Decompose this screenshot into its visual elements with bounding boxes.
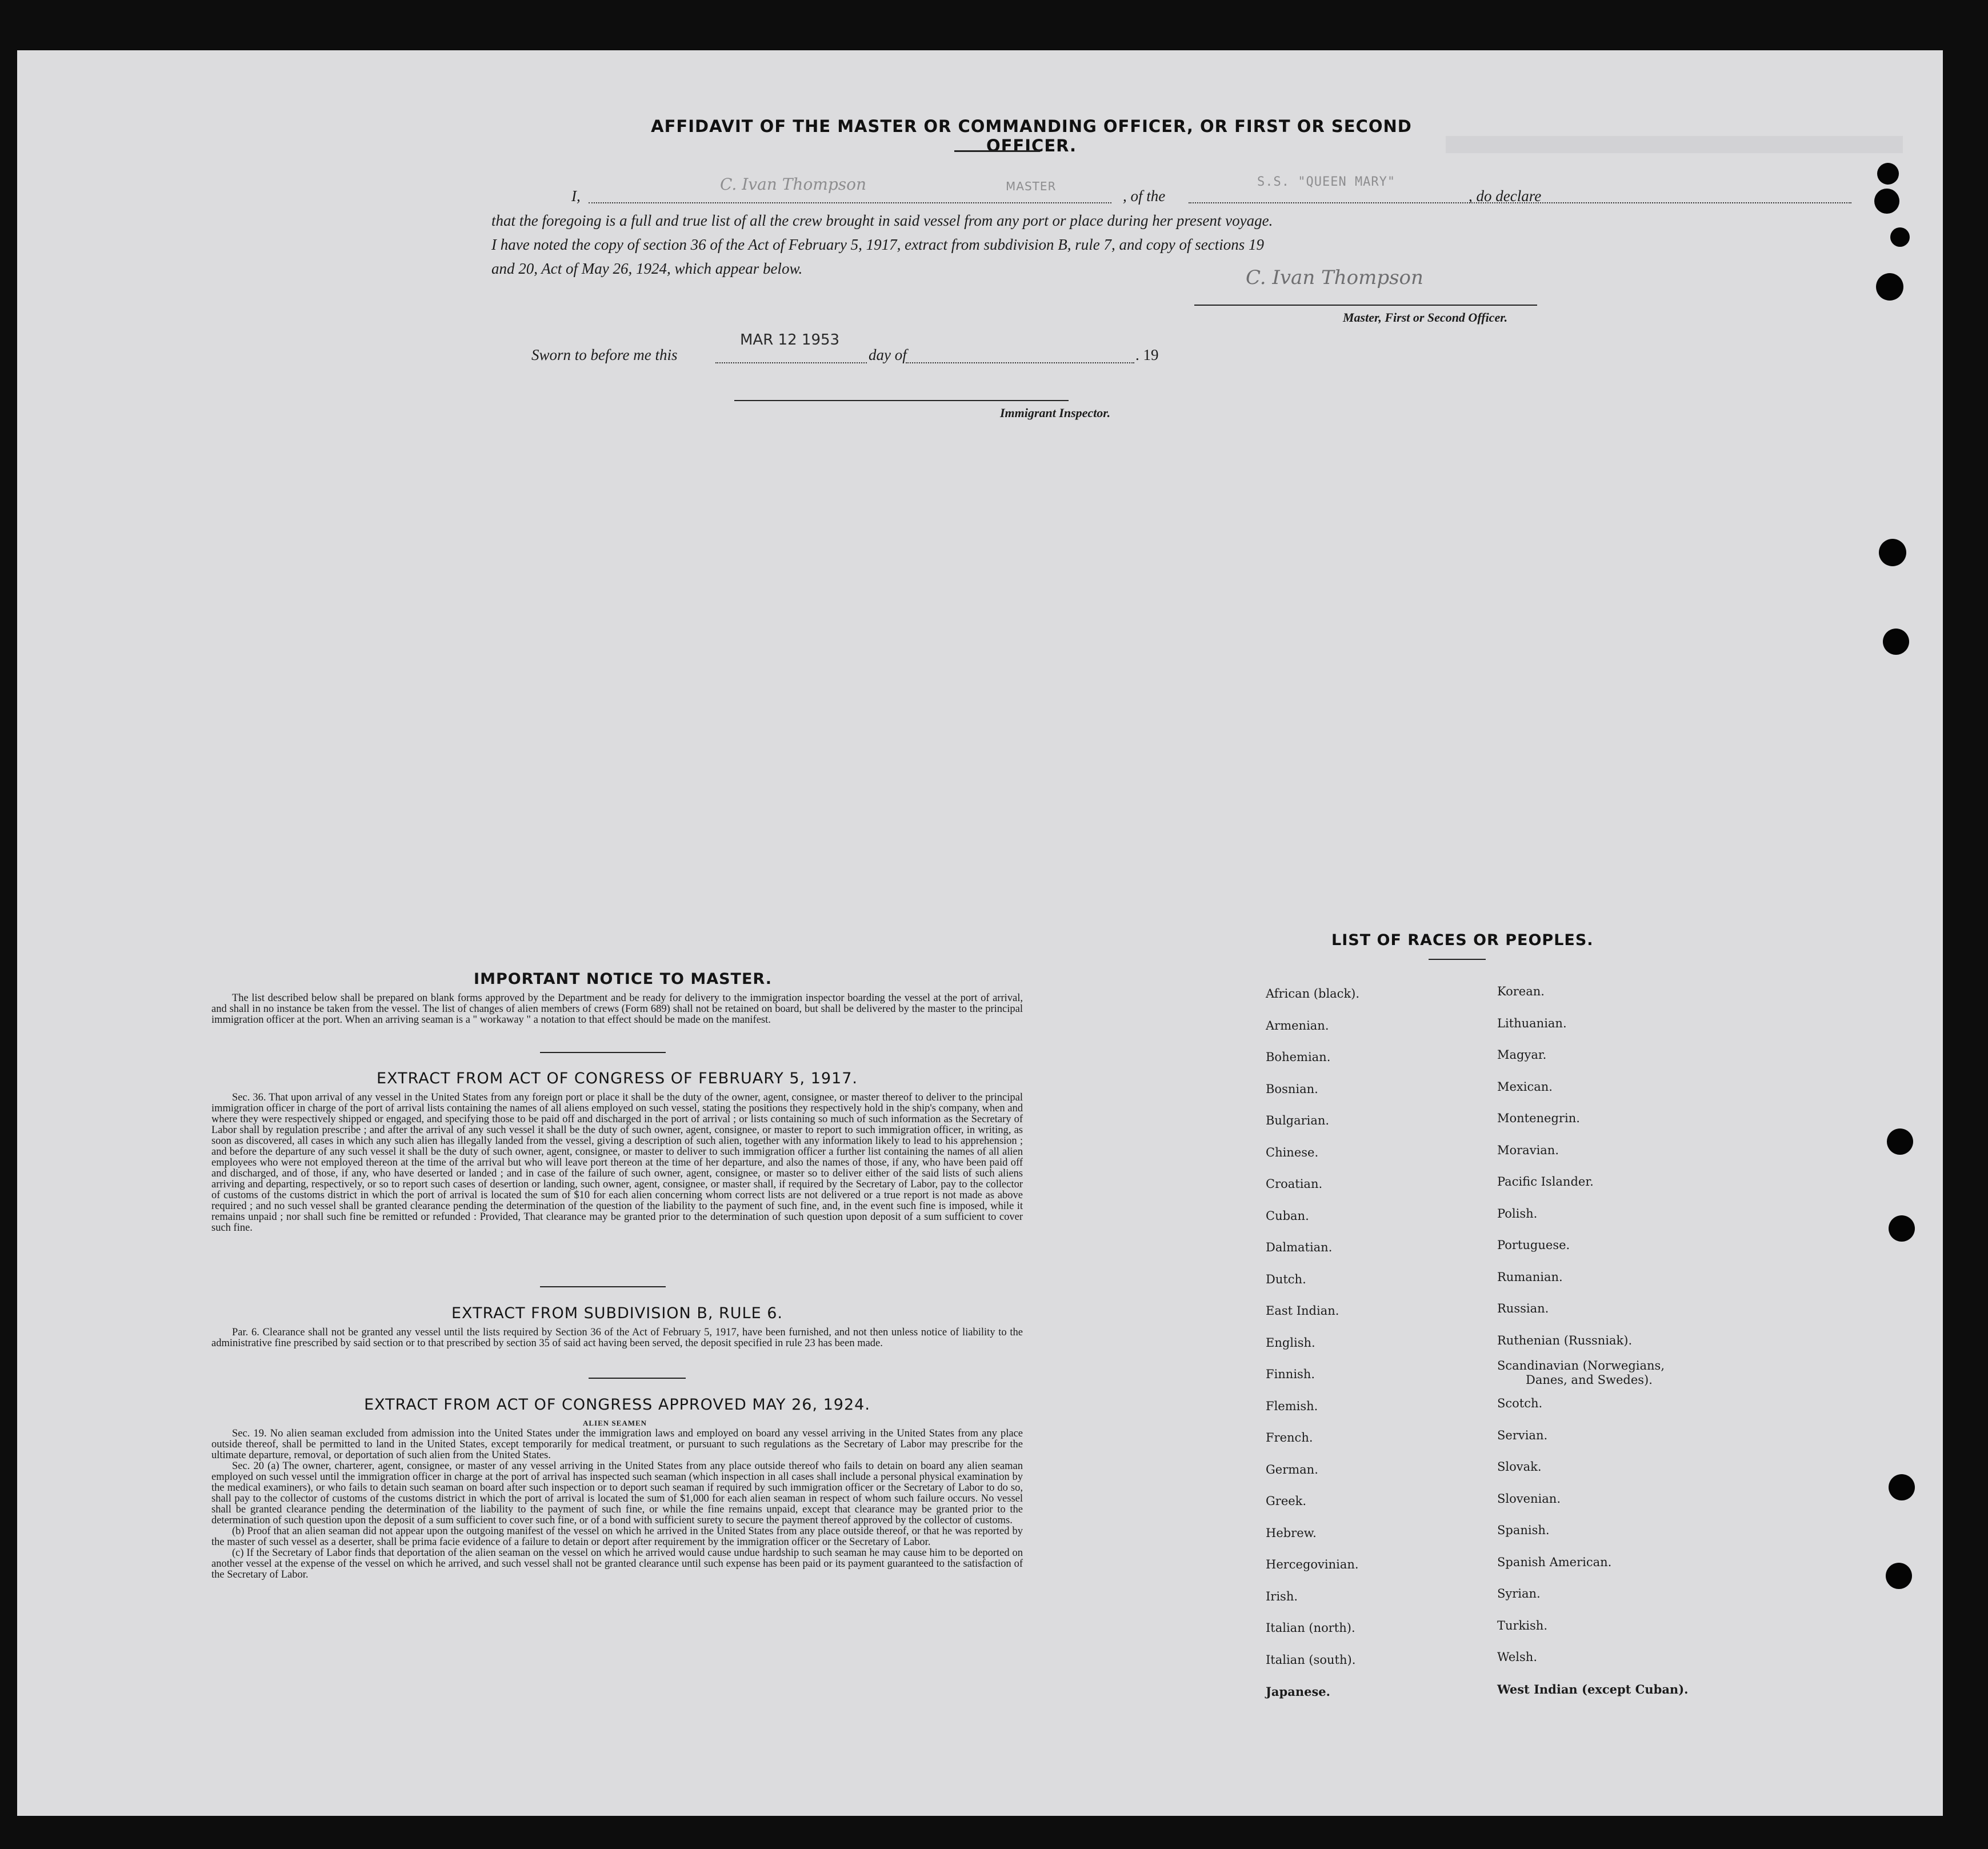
extract-1924-heading: EXTRACT FROM ACT OF CONGRESS APPROVED MAY 26, 1924.	[364, 1396, 870, 1414]
notice-text	[211, 993, 1023, 1026]
race-item: Bulgarian.	[1266, 1114, 1330, 1127]
day-of-label: day of	[869, 346, 907, 363]
master-title: MASTER	[1006, 179, 1057, 193]
do-declare-label: , do declare	[1469, 187, 1542, 205]
binder-hole	[1877, 163, 1899, 185]
race-item: Hercegovinian.	[1266, 1558, 1359, 1571]
race-item: Finnish.	[1266, 1367, 1315, 1381]
race-item: East Indian.	[1266, 1304, 1339, 1318]
race-item: Spanish American.	[1497, 1555, 1612, 1569]
extract-1924-paragraph: (c) If the Secretary of Labor finds that deportation of the alien seaman on the vessel on which he arrived would cause undue hardship to such seaman he may cause him to be deported on another vessel at the expense of the vessel on which he arrived, and such vessel shall not be granted clearance until such expense has been paid or its payment guaranteed to the satisfaction of the Secretary of Labor.	[211, 1547, 1023, 1580]
divider	[540, 1286, 666, 1287]
races-left-column	[1266, 978, 1359, 1708]
binder-hole	[1886, 1563, 1912, 1589]
binder-hole	[1889, 1474, 1915, 1500]
affidavit-line-4: and 20, Act of May 26, 1924, which appear below.	[491, 260, 803, 277]
alien-seamen-subheading: ALIEN SEAMEN	[583, 1419, 647, 1427]
extract-1924-paragraph: (b) Proof that an alien seaman did not appear upon the outgoing manifest of the vessel on which he arrived in the United States from any place outside thereof, or that he was reported by the master of such vessel as a deserter, shall be prima facie evidence of a failure to detain or deport after requirement by the immigration officer or the Secretary of Labor.	[211, 1526, 1023, 1548]
rule6-text	[211, 1327, 1023, 1349]
signature-caption: Master, First or Second Officer.	[1343, 310, 1508, 325]
races-underline	[1429, 959, 1486, 960]
race-item: Rumanian.	[1497, 1270, 1563, 1284]
race-item: French.	[1266, 1431, 1313, 1444]
year-label: . 19	[1135, 346, 1159, 363]
race-item: Hebrew.	[1266, 1526, 1317, 1540]
vessel-name: S.S. "QUEEN MARY"	[1257, 175, 1396, 189]
race-item: Syrian.	[1497, 1587, 1541, 1600]
extract-1917-heading: EXTRACT FROM ACT OF CONGRESS OF FEBRUARY 5, 1917.	[377, 1070, 858, 1087]
sworn-label: Sworn to before me this	[531, 346, 678, 363]
race-item: Bohemian.	[1266, 1050, 1331, 1064]
race-item: Spanish.	[1497, 1523, 1550, 1537]
affidavit-line-2: that the foregoing is a full and true list of all the crew brought in said vessel from any port or place during her present voyage.	[491, 212, 1273, 229]
extract-1924-paragraph: Sec. 19. No alien seaman excluded from admission into the United States under the immigration laws and employed on board any vessel arriving in the United States from any place outside thereof, shall be permitted to land in the United States, except temporarily for medical treatment, or pursuant to such regulations as the Secretary of Labor may prescribe for the ultimate departure, removal, or deportation of such alien from the United States.	[211, 1428, 1023, 1461]
divider	[540, 1052, 666, 1053]
race-item: Flemish.	[1266, 1399, 1318, 1413]
extract-1924-text	[211, 1428, 1023, 1580]
signature-line	[1194, 305, 1537, 306]
of-the-label: , of the	[1123, 187, 1166, 205]
month-line	[906, 362, 1134, 363]
race-item: Japanese.	[1266, 1684, 1330, 1699]
race-item: Dutch.	[1266, 1272, 1306, 1286]
bleed-through	[1446, 136, 1903, 153]
race-item: Dalmatian.	[1266, 1240, 1333, 1254]
extract-1924-paragraph: Sec. 20 (a) The owner, charterer, agent, consignee, or master of any vessel arriving in the United States from any place outside thereof who fails to detain on board any alien seaman employed on such vessel until the immigration officer in charge at the port of arrival has inspected such seaman (which inspection in all cases shall include a personal physical examination by the medical examiners), or who fails to detain such seaman on board after such inspection or to deport such seaman if required by such immigration officer or the Secretary of Labor to do so, shall pay to the collector of customs of the customs district in which the port of arrival is located the sum of $1,000 for each alien seaman in respect of whom such failure occurs. No vessel shall be granted clearance pending the determination of the liability to the payment of such fine, or while the fine remains unpaid, except that clearance may be granted prior to the determination of such question upon the deposit of a sum sufficient to cover such fine, or of a bond with sufficient surety to secure the payment thereof approved by the collector of customs.	[211, 1460, 1023, 1526]
affidavit-line-3: I have noted the copy of section 36 of the Act of February 5, 1917, extract from subdivision B, rule 7, and copy of sections 19	[491, 236, 1264, 253]
master-name-line	[589, 202, 1111, 203]
race-item: Servian.	[1497, 1428, 1548, 1442]
binder-hole	[1874, 189, 1899, 214]
binder-hole	[1876, 273, 1903, 301]
race-item: Greek.	[1266, 1494, 1307, 1508]
race-item: Magyar.	[1497, 1048, 1547, 1062]
extract-1917-paragraph: Sec. 36. That upon arrival of any vessel in the United States from any foreign port or place it shall be the duty of the owner, agent, consignee, or master thereof to deliver to the principal immigration officer in charge of the port of arrival lists containing the names of all aliens employed on such vessel, stating the positions they respectively hold in the ship's company, when and where they were respectively shipped or engaged, and specifying those to be paid off and discharged in the port of arrival ; or lists containing so much of such information as the Secretary of Labor shall by regulation prescribe ; and after the arrival of any such vessel it shall be the duty of such owner, agent, consignee, or master to report to such immigration officer, in writing, as soon as discovered, all cases in which any such alien has illegally landed from the vessel, giving a description of such alien, together with any information likely to lead to his apprehension ; and before the departure of any such vessel it shall be the duty of such owner, agent, consignee, or master to deliver to such immigration officer a further list containing the names of all alien employees who were not employed thereon at the time of the arrival but who will leave port thereon at the time of her departure, and also the names of those, if any, who have been paid off and discharged, and of those, if any, who have deserted or landed ; and in case of the failure of such owner, agent, consignee, or master so to deliver either of the said lists of such aliens arriving and departing, respectively, or so to report such cases of desertion or landing, such owner, agent, consignee, or master shall, if required by the Secretary of Labor, pay to the collector of customs of the customs district in which the port of arrival is located the sum of $10 for each alien concerning whom correct lists are not delivered or a true report is not made as above required ; and no such vessel shall be granted clearance pending the determination of the question of the liability to the payment of such fine, and, in the event such fine is imposed, while it remains unpaid ; nor shall such fine be remitted or refunded : Provided, That clearance may be granted prior to the determination of such question upon deposit of a sum sufficient to cover such fine.	[211, 1092, 1023, 1234]
race-item: Welsh.	[1497, 1650, 1537, 1664]
race-item-line: Scandinavian (Norwegians,	[1497, 1359, 1665, 1372]
race-item: Russian.	[1497, 1302, 1549, 1315]
race-item: Scotch.	[1497, 1396, 1543, 1410]
race-item: Italian (north).	[1266, 1621, 1355, 1635]
race-item: Ruthenian (Russniak).	[1497, 1333, 1633, 1347]
race-item: Armenian.	[1266, 1018, 1329, 1032]
race-item: Cuban.	[1266, 1208, 1309, 1223]
race-item: Chinese.	[1266, 1145, 1319, 1159]
race-item-line: Danes, and Swedes).	[1526, 1373, 1653, 1387]
race-item: Slovak.	[1497, 1460, 1542, 1474]
master-signature-faint: C. Ivan Thompson	[720, 175, 867, 194]
races-right-column	[1497, 976, 1688, 1705]
race-item: Polish.	[1497, 1206, 1538, 1220]
race-item: Turkish.	[1497, 1618, 1547, 1632]
race-item: Bosnian.	[1266, 1082, 1318, 1096]
race-item: Lithuanian.	[1497, 1016, 1567, 1030]
binder-hole	[1890, 227, 1910, 247]
sworn-date-line	[715, 362, 867, 363]
binder-hole	[1887, 1128, 1913, 1155]
binder-hole	[1879, 539, 1906, 566]
race-item: Slovenian.	[1497, 1491, 1561, 1506]
affidavit-i: I,	[571, 187, 581, 205]
notice-paragraph: The list described below shall be prepared on blank forms approved by the Department and be ready for delivery to the immigration inspector boarding the vessel at the port of arrival, and shall in no instance be taken from the vessel. The list of changes of alien members of crews (Form 689) shall not be retained on board, but shall be delivered by the master to the principal immigration officer at the port. When an arriving seaman is a " workaway " a notation to that effect should be made on the manifest.	[211, 992, 1023, 1026]
document-page	[17, 50, 1943, 1816]
race-item: Korean.	[1497, 984, 1545, 998]
extract-1917-text	[211, 1092, 1023, 1234]
title-underline	[954, 150, 1040, 152]
divider	[589, 1378, 686, 1379]
race-item: Montenegrin.	[1497, 1111, 1580, 1125]
race-item: German.	[1266, 1462, 1318, 1476]
race-item: Irish.	[1266, 1589, 1298, 1603]
race-item: Portuguese.	[1497, 1238, 1570, 1252]
date-stamp: MAR 12 1953	[740, 331, 840, 349]
race-item: African (black).	[1266, 987, 1360, 1000]
rule6-paragraph: Par. 6. Clearance shall not be granted any vessel until the lists required by Section 36 of the Act of February 5, 1917, have been furnished, and not then unless notice of liability to the administrative fine prescribed by said section or to that prescribed by section 35 of said act having been served, the deposit specified in rule 23 has been made.	[211, 1327, 1023, 1349]
affidavit-title: AFFIDAVIT OF THE MASTER OR COMMANDING OFFICER, OR FIRST OR SECOND OFFICER.	[651, 117, 1412, 155]
race-item: Pacific Islander.	[1497, 1175, 1594, 1188]
notice-heading: IMPORTANT NOTICE TO MASTER.	[474, 970, 772, 988]
race-item: West Indian (except Cuban).	[1497, 1682, 1689, 1696]
race-item	[1497, 1356, 1688, 1388]
race-item: Croatian.	[1266, 1177, 1323, 1191]
binder-hole	[1889, 1215, 1915, 1242]
binder-hole	[1883, 629, 1909, 655]
master-signature: C. Ivan Thompson	[1246, 266, 1423, 289]
race-item: Moravian.	[1497, 1143, 1559, 1157]
races-title: LIST OF RACES OR PEOPLES.	[1331, 931, 1594, 949]
inspector-line	[734, 400, 1069, 401]
rule6-heading: EXTRACT FROM SUBDIVISION B, RULE 6.	[451, 1304, 783, 1322]
race-item: Mexican.	[1497, 1079, 1553, 1094]
race-item: English.	[1266, 1335, 1315, 1350]
race-item: Italian (south).	[1266, 1652, 1356, 1667]
inspector-caption: Immigrant Inspector.	[1000, 406, 1111, 420]
